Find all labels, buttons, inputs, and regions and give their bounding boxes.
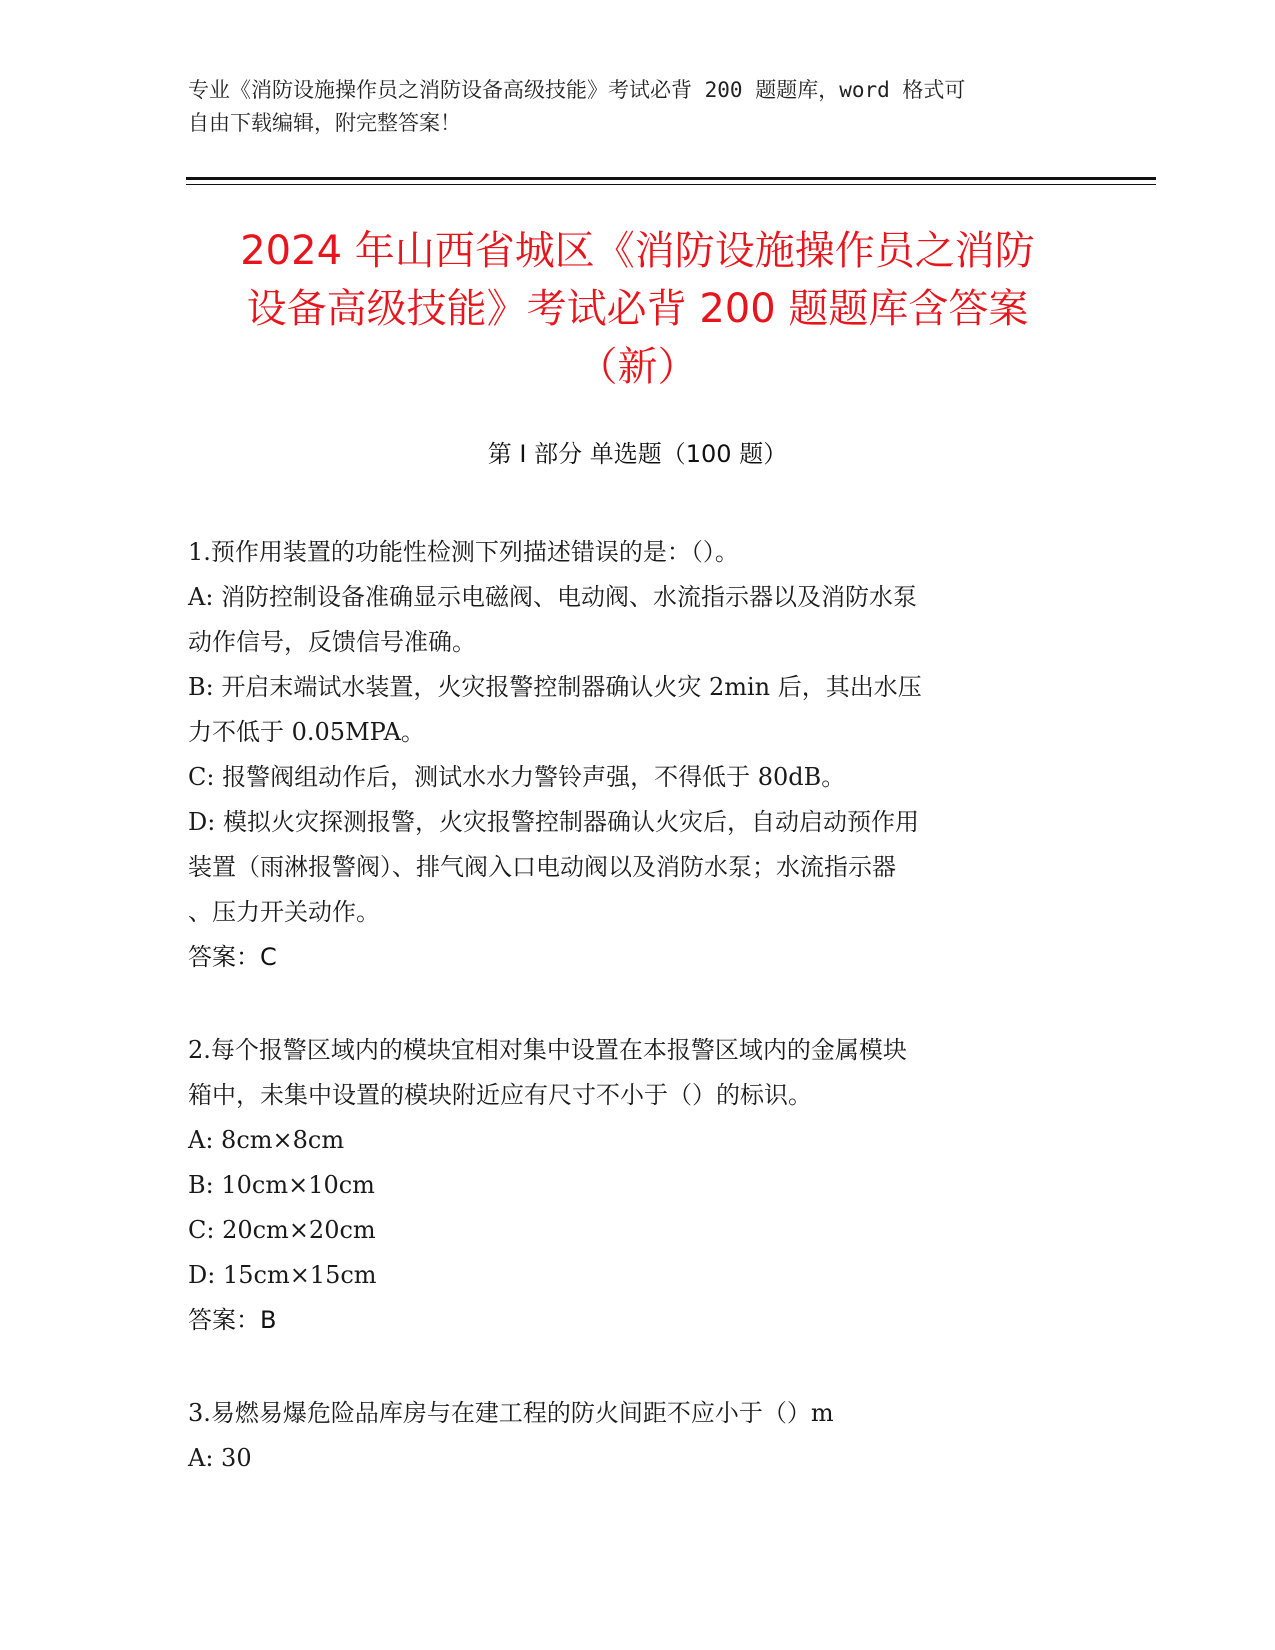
option-line: A: 8cm×8cm <box>188 1126 345 1154</box>
option-line: B: 开启末端试水装置，火灾报警控制器确认火灾 2min 后，其出水压 <box>188 673 922 701</box>
option-line: C: 报警阀组动作后，测试水水力警铃声强，不得低于 80dB。 <box>188 763 846 791</box>
option-line: B: 10cm×10cm <box>188 1171 375 1199</box>
header-note <box>188 74 1068 140</box>
option-line: 、压力开关动作。 <box>188 898 380 926</box>
header-note-line: 自由下载编辑，附完整答案！ <box>188 111 461 135</box>
option-line: C: 20cm×20cm <box>188 1216 376 1244</box>
option-line: 力不低于 0.05MPA。 <box>188 718 425 746</box>
option-line: A: 消防控制设备准确显示电磁阀、电动阀、水流指示器以及消防水泵 <box>188 583 918 611</box>
option-line: D: 15cm×15cm <box>188 1261 377 1289</box>
option-line: 动作信号，反馈信号准确。 <box>188 628 476 656</box>
question-3 <box>188 1391 1088 1481</box>
document-title <box>150 222 1125 396</box>
question-line: 1.预作用装置的功能性检测下列描述错误的是：（）。 <box>188 538 739 566</box>
question-line: 3.易燃易爆危险品库房与在建工程的防火间距不应小于（）m <box>188 1399 834 1427</box>
question-line: 2.每个报警区域内的模块宜相对集中设置在本报警区域内的金属模块 <box>188 1036 907 1064</box>
option-line: 装置（雨淋报警阀）、排气阀入口电动阀以及消防水泵；水流指示器 <box>188 853 896 881</box>
section-title: 第 I 部分 单选题（100 题） <box>487 440 788 468</box>
question-line: 箱中，未集中设置的模块附近应有尺寸不小于（）的标识。 <box>188 1081 812 1109</box>
title-line: 设备高级技能》考试必背 200 题题库含答案 <box>246 286 1029 332</box>
answer-line: 答案：B <box>188 1306 277 1334</box>
option-line: A: 30 <box>188 1444 252 1472</box>
title-line: 2024 年山西省城区《消防设施操作员之消防 <box>240 228 1035 274</box>
header-divider-thick <box>186 177 1156 180</box>
question-list <box>188 530 1088 1529</box>
answer-line: 答案：C <box>188 943 277 971</box>
header-divider-thin <box>186 184 1156 185</box>
header-note-line: 专业《消防设施操作员之消防设备高级技能》考试必背 200 题题库，word 格式可 <box>188 78 966 102</box>
question-1 <box>188 530 1088 980</box>
title-line: （新） <box>577 344 698 390</box>
question-2 <box>188 1028 1088 1343</box>
option-line: D: 模拟火灾探测报警，火灾报警控制器确认火灾后，自动启动预作用 <box>188 808 919 836</box>
